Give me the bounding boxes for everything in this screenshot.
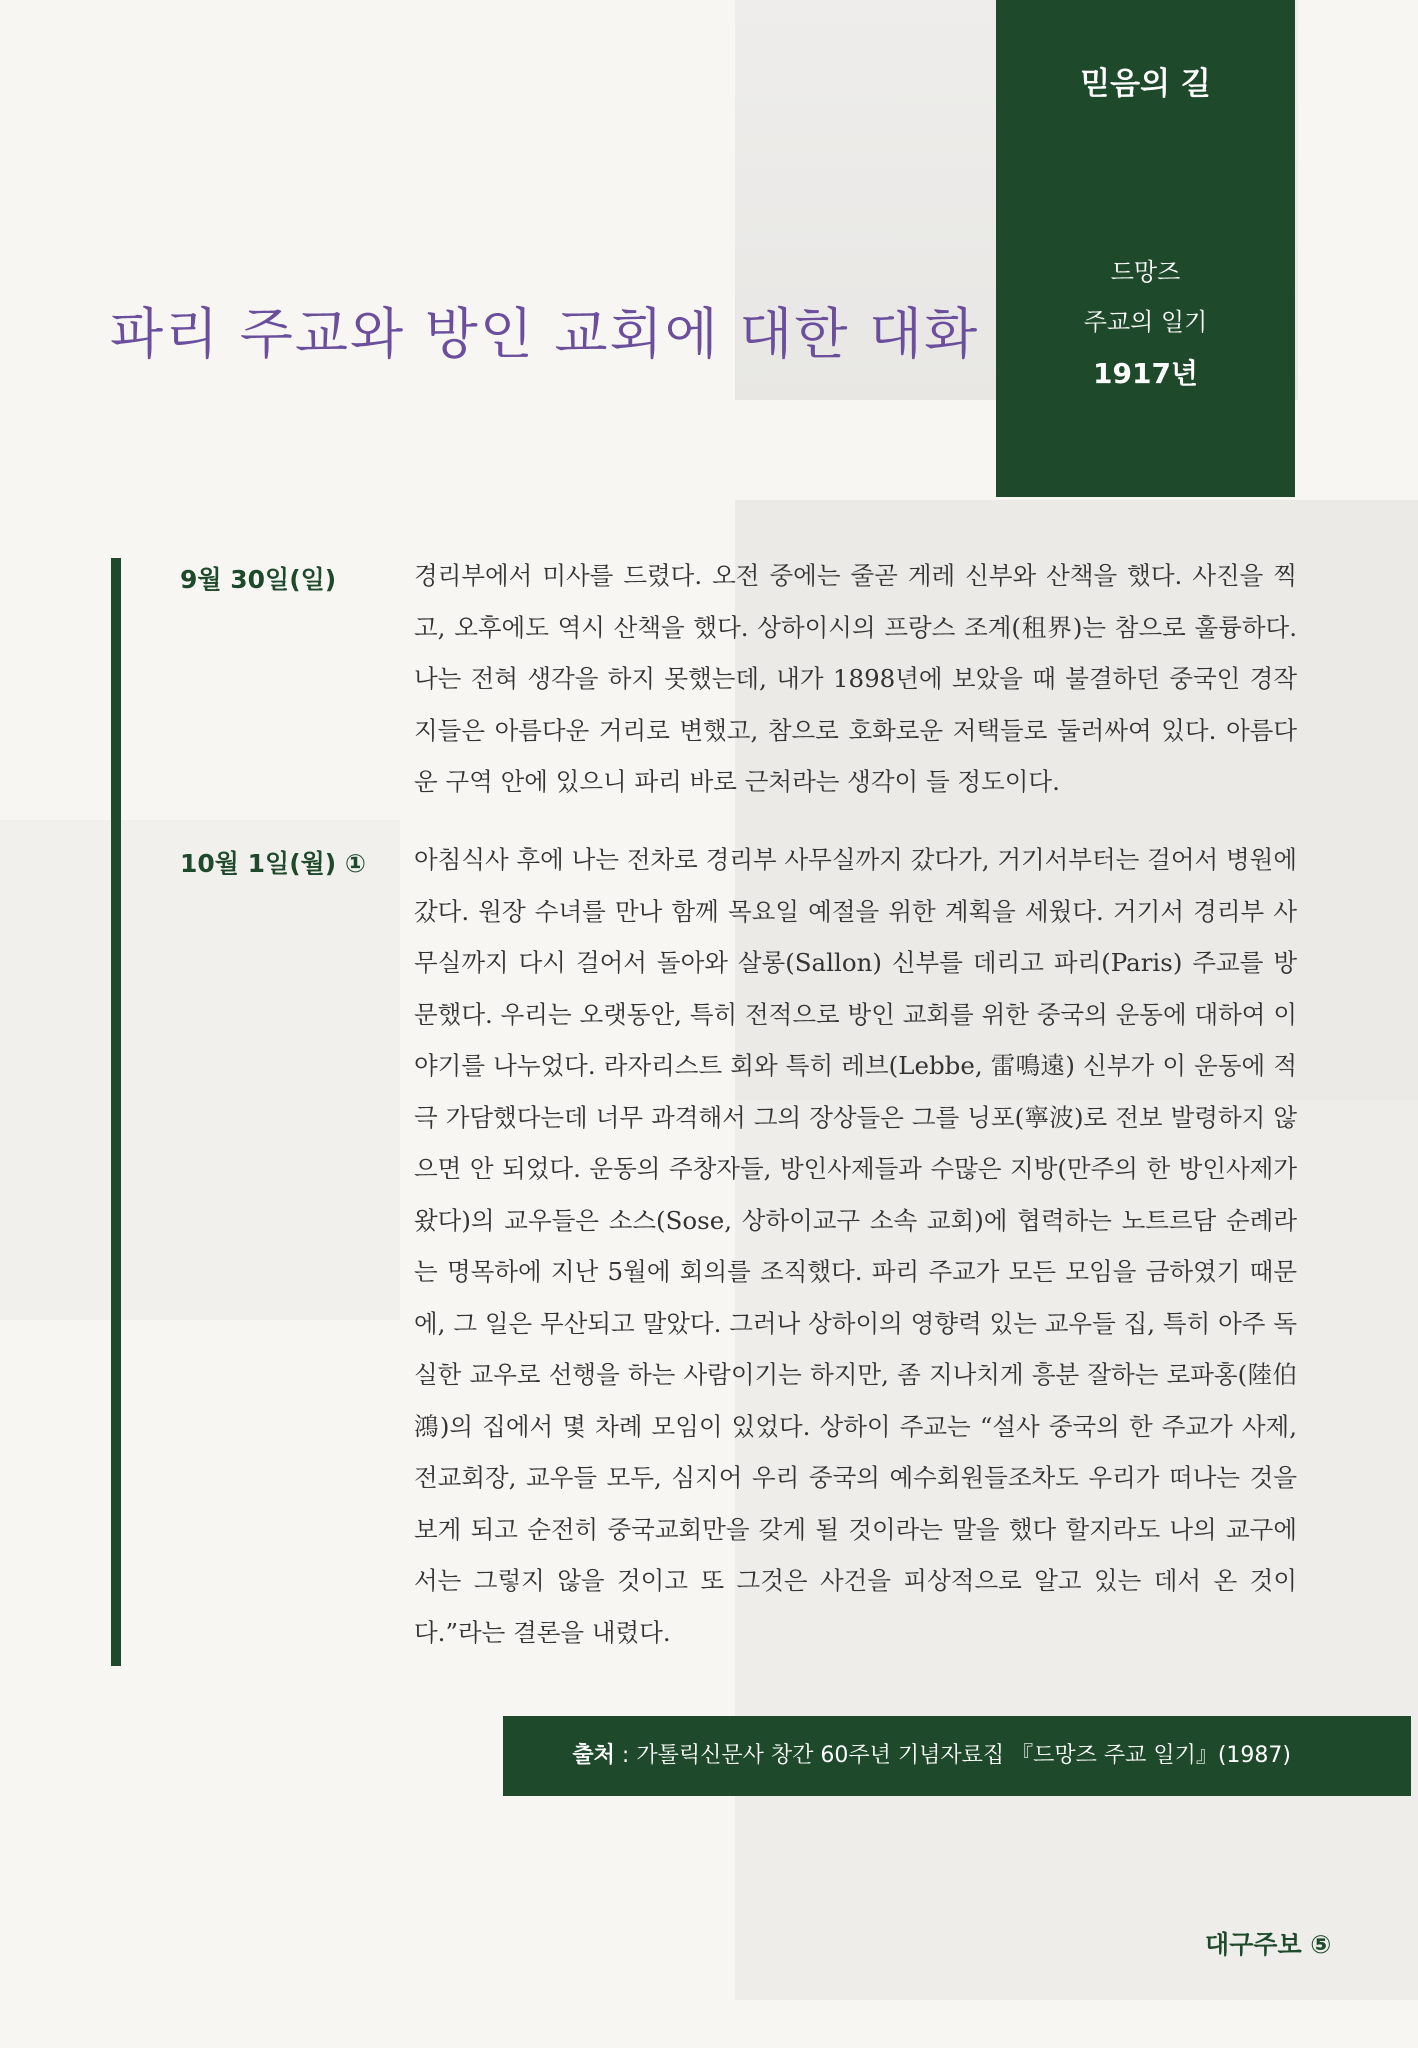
source-label: 출처 bbox=[572, 1743, 615, 1768]
entry-text: 경리부에서 미사를 드렸다. 오전 중에는 줄곧 게레 신부와 산책을 했다. 사진을 찍고, 오후에도 역시 산책을 했다. 상하이시의 프랑스 조계(租界)는 참으로 훌륭하다. 나는 전혀 생각을 하지 못했는데, 내가 1898년에 보았을 때 불결하던 중국인 경작지들은 아름다운 거리로 변했고, 참으로 호화로운 저택들로 둘러싸여 있다. 아름다운 구역 안에 있으니 파리 바로 근처라는 생각이 들 정도이다. bbox=[414, 561, 1297, 796]
source-citation bbox=[572, 1716, 1291, 1796]
publication-footer: 대구주보 ⑤ bbox=[1205, 1930, 1332, 1959]
entry-date: 10월 1일(월) ① bbox=[180, 849, 367, 878]
left-accent-bar bbox=[111, 558, 121, 1666]
series-year: 1917년 bbox=[1093, 357, 1198, 390]
entry-date: 9월 30일(일) bbox=[180, 565, 337, 594]
page-title: 파리 주교와 방인 교회에 대한 대화 bbox=[110, 302, 980, 366]
background-photo-left bbox=[0, 820, 400, 1320]
entry-text: 아침식사 후에 나는 전차로 경리부 사무실까지 갔다가, 거기서부터는 걸어서 병원에 갔다. 원장 수녀를 만나 함께 목요일 예절을 위한 계획을 세웠다. 거기서 경리부 사무실까지 다시 걸어서 돌아와 살롱(Sallon) 신부를 데리고 파리(Paris) 주교를 방문했다. 우리는 오랫동안, 특히 전적으로 방인 교회를 위한 중국의 운동에 대하여 이야기를 나누었다. 라자리스트 회와 특히 레브(Lebbe, 雷鳴遠) 신부가 이 운동에 적극 가담했다는데 너무 과격해서 그의 장상들은 그를 닝포(寧波)로 전보 발령하지 않으면 안 되었다. 운동의 주창자들, 방인사제들과 수많은 지방(만주의 한 방인사제가 왔다)의 교우들은 소스(Sose, 상하이교구 소속 교회)에 협력하는 노트르담 순례라는 명목하에 지난 5월에 회의를 조직했다. 파리 주교가 모든 모임을 금하였기 때문에, 그 일은 무산되고 말았다. 그러나 상하이의 영향력 있는 교우들 집, 특히 아주 독실한 교우로 선행을 하는 사람이기는 하지만, 좀 지나치게 흥분 잘하는 로파홍(陸伯鴻)의 집에서 몇 차례 모임이 있었다. 상하이 주교는 “설사 중국의 한 주교가 사제, 전교회장, 교우들 모두, 심지어 우리 중국의 예수회원들조차도 우리가 떠나는 것을 보게 되고 순전히 중국교회만을 갖게 될 것이라는 말을 했다 할지라도 나의 교구에서는 그렇지 않을 것이고 또 그것은 사건을 피상적으로 알고 있는 데서 온 것이다.”라는 결론을 내렸다. bbox=[414, 845, 1297, 1647]
series-subtitle-line2: 주교의 일기 bbox=[1083, 308, 1208, 336]
series-subtitle-line1: 드망즈 bbox=[1110, 258, 1181, 286]
series-name: 믿음의 길 bbox=[1080, 66, 1211, 102]
source-bar bbox=[503, 1716, 1411, 1796]
series-header-box bbox=[996, 0, 1295, 497]
source-text: : 가톨릭신문사 창간 60주년 기념자료집 『드망즈 주교 일기』(1987) bbox=[614, 1743, 1291, 1768]
